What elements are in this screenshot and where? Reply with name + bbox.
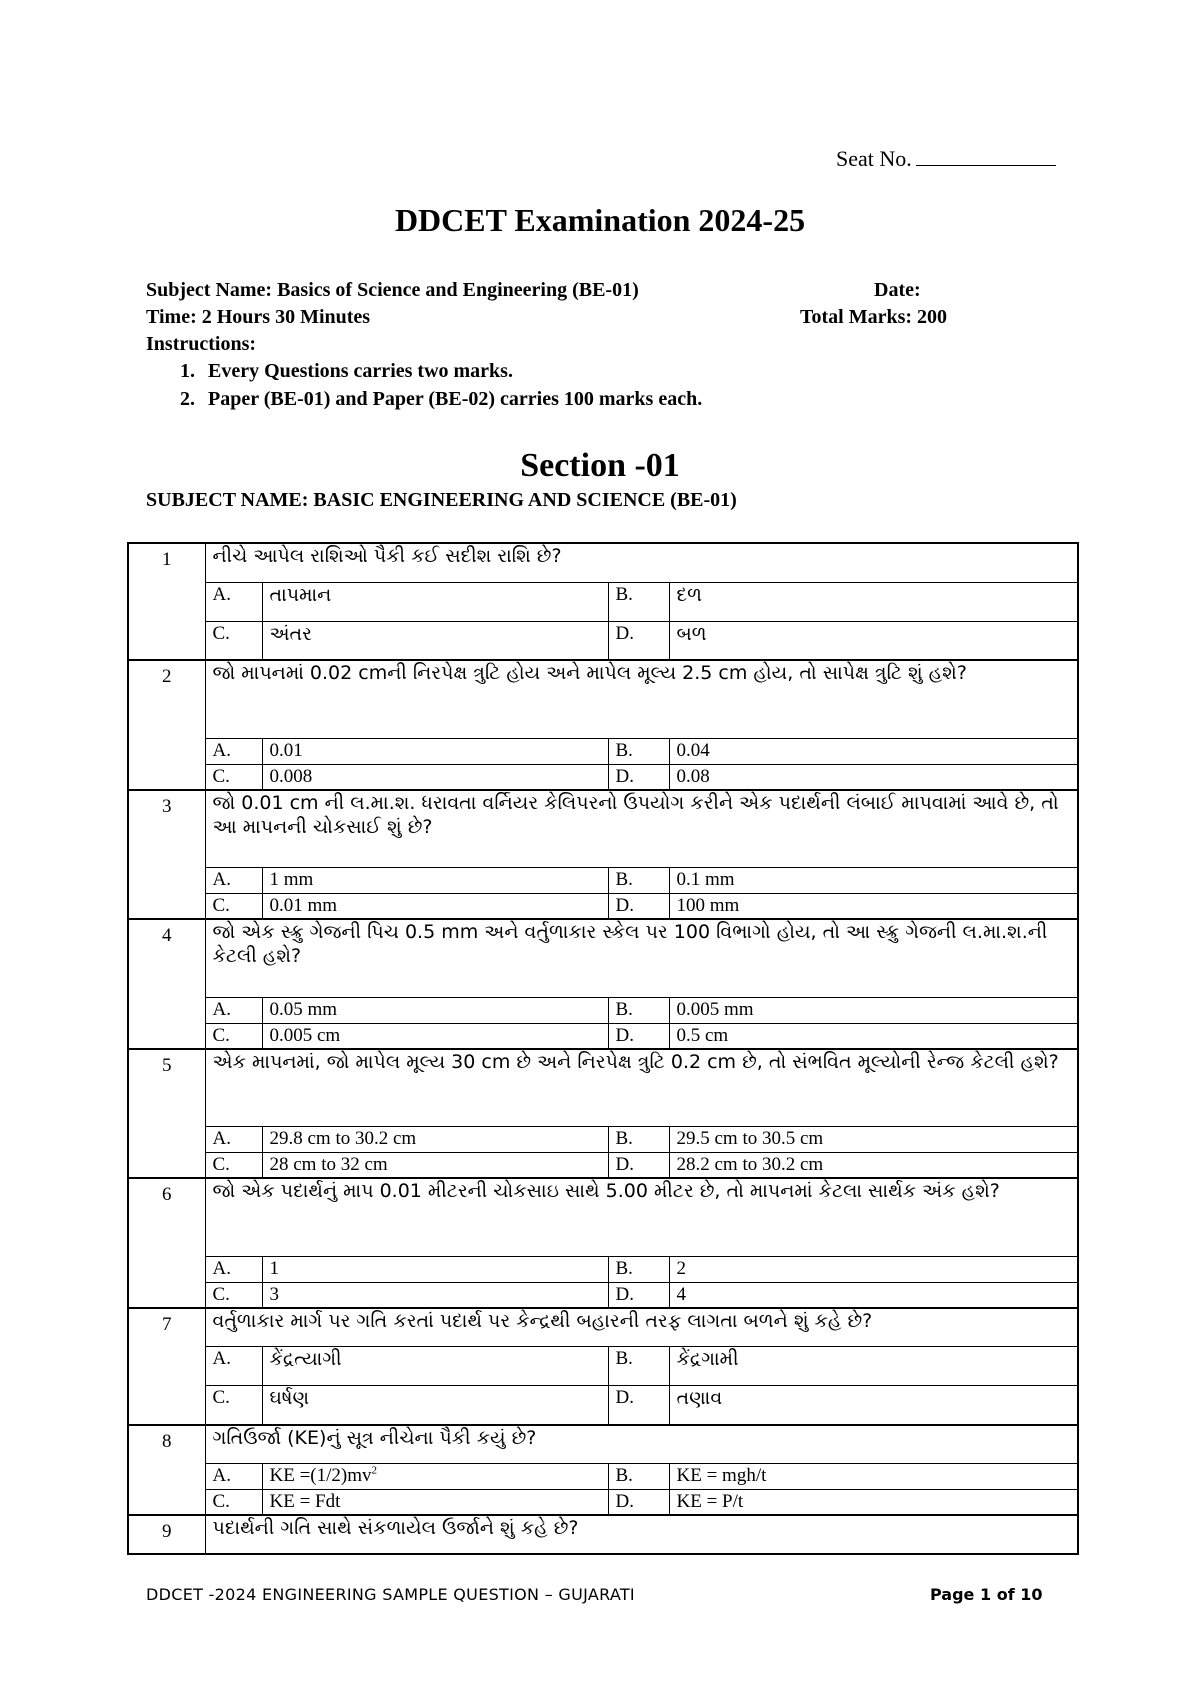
- option-text: 1: [262, 1256, 608, 1282]
- option-letter: C.: [205, 1023, 262, 1049]
- question-text: એક માપનમાં, જો માપેલ મૂલ્ય 30 cm છે અને નિરપેક્ષ ત્રુટિ 0.2 cm છે, તો સંભવિત મૂલ્યોની રેન્જ કેટલી હશે?: [205, 1049, 1078, 1127]
- options-row: [128, 1464, 1078, 1490]
- option-text: કેંદ્રગામી: [669, 1347, 1078, 1386]
- question-number: 3: [128, 790, 205, 920]
- option-letter: A.: [205, 1464, 262, 1490]
- option-letter: D.: [608, 1490, 669, 1516]
- options-row: [128, 1023, 1078, 1049]
- question-number: 2: [128, 660, 205, 790]
- question-row: [128, 1178, 1078, 1256]
- of-word: of: [996, 1585, 1015, 1604]
- option-text: 0.5 cm: [669, 1023, 1078, 1049]
- option-letter: C.: [205, 1386, 262, 1425]
- option-text: 100 mm: [669, 894, 1078, 920]
- question-text: જો માપનમાં 0.02 cmની નિરપેક્ષ ત્રુટિ હોય અને માપેલ મૂલ્ય 2.5 cm હોય, તો સાપેક્ષ ત્રુટિ શું હશે?: [205, 660, 1078, 738]
- option-text: 0.08: [669, 764, 1078, 790]
- option-letter: B.: [608, 997, 669, 1023]
- question-number: 6: [128, 1178, 205, 1308]
- option-text: 1 mm: [262, 868, 608, 894]
- option-letter: A.: [205, 868, 262, 894]
- options-row: [128, 621, 1078, 660]
- question-row: [128, 1425, 1078, 1464]
- option-letter: D.: [608, 1282, 669, 1308]
- options-row: [128, 997, 1078, 1023]
- question-number: 5: [128, 1049, 205, 1179]
- question-text: જો 0.01 cm ની લ.મા.શ. ધરાવતા વર્નિયર કેલિપરનો ઉપયોગ કરીને એક પદાર્થની લંબાઈ માપવામાં આવે છે, તો આ માપનની ચોકસાઈ શું છે?: [205, 790, 1078, 868]
- question-row: [128, 660, 1078, 738]
- option-letter: B.: [608, 1256, 669, 1282]
- option-text: બળ: [669, 621, 1078, 660]
- options-row: [128, 1386, 1078, 1425]
- option-letter: B.: [608, 868, 669, 894]
- seat-number-field: [836, 146, 1056, 172]
- option-text: 0.005 mm: [669, 997, 1078, 1023]
- section-title: Section -01: [520, 447, 680, 484]
- option-text: KE = Fdt: [262, 1490, 608, 1516]
- question-number: 7: [128, 1308, 205, 1425]
- question-text: વર્તુળાકાર માર્ગ પર ગતિ કરતાં પદાર્થ પર કેન્દ્રથી બહારની તરફ લાગતા બળને શું કહે છે?: [205, 1308, 1078, 1347]
- option-text: કેંદ્રત્યાગી: [262, 1347, 608, 1386]
- option-text: 29.5 cm to 30.5 cm: [669, 1127, 1078, 1153]
- page-total: 10: [1020, 1585, 1043, 1604]
- option-letter: C.: [205, 621, 262, 660]
- option-text: 0.1 mm: [669, 868, 1078, 894]
- option-text-main: KE =(1/2)mv: [269, 1465, 372, 1486]
- total-marks: Total Marks: 200: [800, 306, 948, 328]
- options-row: [128, 582, 1078, 621]
- option-letter: D.: [608, 764, 669, 790]
- page-number: [930, 1585, 1043, 1604]
- instruction-text: Paper (BE-01) and Paper (BE-02) carries 100 marks each.: [208, 388, 703, 410]
- option-letter: A.: [205, 1347, 262, 1386]
- question-row: [128, 1515, 1078, 1554]
- seat-number-label: Seat No.: [836, 146, 912, 171]
- option-text: તાપમાન: [262, 582, 608, 621]
- option-text: 0.005 cm: [262, 1023, 608, 1049]
- option-letter: C.: [205, 1282, 262, 1308]
- option-letter: B.: [608, 1347, 669, 1386]
- page-current: 1: [979, 1585, 992, 1604]
- option-letter: C.: [205, 764, 262, 790]
- option-letter: C.: [205, 1490, 262, 1516]
- instruction-item: [180, 388, 702, 411]
- option-letter: B.: [608, 1127, 669, 1153]
- exam-time: Time: 2 Hours 30 Minutes: [146, 306, 371, 328]
- footer-title: DDCET -2024 ENGINEERING SAMPLE QUESTION – GUJARATI: [146, 1585, 635, 1604]
- question-text: નીચે આપેલ રાશિઓ પૈકી કઈ સદીશ રાશિ છે?: [205, 543, 1078, 582]
- option-letter: A.: [205, 582, 262, 621]
- option-text: 28.2 cm to 30.2 cm: [669, 1153, 1078, 1179]
- option-text: 0.05 mm: [262, 997, 608, 1023]
- option-text: KE = P/t: [669, 1490, 1078, 1516]
- options-row: [128, 1256, 1078, 1282]
- option-letter: D.: [608, 894, 669, 920]
- questions-body: [128, 543, 1078, 1554]
- instruction-number: 1.: [180, 360, 195, 382]
- section-subtitle: SUBJECT NAME: BASIC ENGINEERING AND SCIENCE (BE-01): [146, 489, 737, 511]
- questions-table: [127, 542, 1079, 1555]
- options-row: [128, 1282, 1078, 1308]
- question-text: જો એક પદાર્થનું માપ 0.01 મીટરની ચોકસાઇ સાથે 5.00 મીટર છે, તો માપનમાં કેટલા સાર્થક અંક હશે?: [205, 1178, 1078, 1256]
- question-row: [128, 790, 1078, 868]
- option-letter: C.: [205, 1153, 262, 1179]
- option-letter: A.: [205, 1256, 262, 1282]
- option-letter: A.: [205, 1127, 262, 1153]
- option-letter: B.: [608, 582, 669, 621]
- instructions-label: Instructions:: [146, 333, 257, 355]
- option-text: [262, 1464, 608, 1490]
- option-text: 29.8 cm to 30.2 cm: [262, 1127, 608, 1153]
- page-word: Page: [930, 1585, 975, 1604]
- question-number: 1: [128, 543, 205, 660]
- date-label: Date:: [874, 279, 921, 301]
- instruction-text: Every Questions carries two marks.: [208, 360, 513, 382]
- question-row: [128, 543, 1078, 582]
- question-text: પદાર્થની ગતિ સાથે સંકળાયેલ ઉર્જાને શું કહે છે?: [205, 1515, 1078, 1554]
- question-text: ગતિઉર્જા (KE)નું સૂત્ર નીચેના પૈકી કયું છે?: [205, 1425, 1078, 1464]
- question-number: 8: [128, 1425, 205, 1516]
- question-row: [128, 919, 1078, 997]
- option-text: દળ: [669, 582, 1078, 621]
- option-text: તણાવ: [669, 1386, 1078, 1425]
- options-row: [128, 764, 1078, 790]
- option-text: 4: [669, 1282, 1078, 1308]
- option-text: 0.04: [669, 738, 1078, 764]
- options-row: [128, 1347, 1078, 1386]
- option-letter: B.: [608, 738, 669, 764]
- option-text: 3: [262, 1282, 608, 1308]
- instruction-number: 2.: [180, 388, 195, 410]
- option-letter: D.: [608, 1386, 669, 1425]
- question-number: 4: [128, 919, 205, 1049]
- instruction-item: [180, 360, 513, 383]
- options-row: [128, 1490, 1078, 1516]
- option-text: KE = mgh/t: [669, 1464, 1078, 1490]
- option-letter: D.: [608, 1023, 669, 1049]
- option-text: 2: [669, 1256, 1078, 1282]
- option-superscript: 2: [371, 1464, 378, 1477]
- question-text: જો એક સ્ક્રુ ગેજની પિચ 0.5 mm અને વર્તુળાકાર સ્કેલ પર 100 વિભાગો હોય, તો આ સ્ક્રુ ગેજની લ.મા.શ.ની કેટલી હશે?: [205, 919, 1078, 997]
- exam-title: DDCET Examination 2024-25: [394, 202, 806, 238]
- option-text: 0.01 mm: [262, 894, 608, 920]
- option-text: 0.008: [262, 764, 608, 790]
- option-text: અંતર: [262, 621, 608, 660]
- option-letter: B.: [608, 1464, 669, 1490]
- option-text: 0.01: [262, 738, 608, 764]
- option-letter: D.: [608, 621, 669, 660]
- question-row: [128, 1049, 1078, 1127]
- question-number: 9: [128, 1515, 205, 1554]
- option-text: 28 cm to 32 cm: [262, 1153, 608, 1179]
- options-row: [128, 894, 1078, 920]
- options-row: [128, 738, 1078, 764]
- option-text: ઘર્ષણ: [262, 1386, 608, 1425]
- options-row: [128, 1153, 1078, 1179]
- question-row: [128, 1308, 1078, 1347]
- options-row: [128, 1127, 1078, 1153]
- seat-number-blank: [916, 147, 1056, 166]
- options-row: [128, 868, 1078, 894]
- subject-name: Subject Name: Basics of Science and Engineering (BE-01): [146, 279, 639, 301]
- option-letter: D.: [608, 1153, 669, 1179]
- option-letter: A.: [205, 738, 262, 764]
- option-letter: C.: [205, 894, 262, 920]
- option-letter: A.: [205, 997, 262, 1023]
